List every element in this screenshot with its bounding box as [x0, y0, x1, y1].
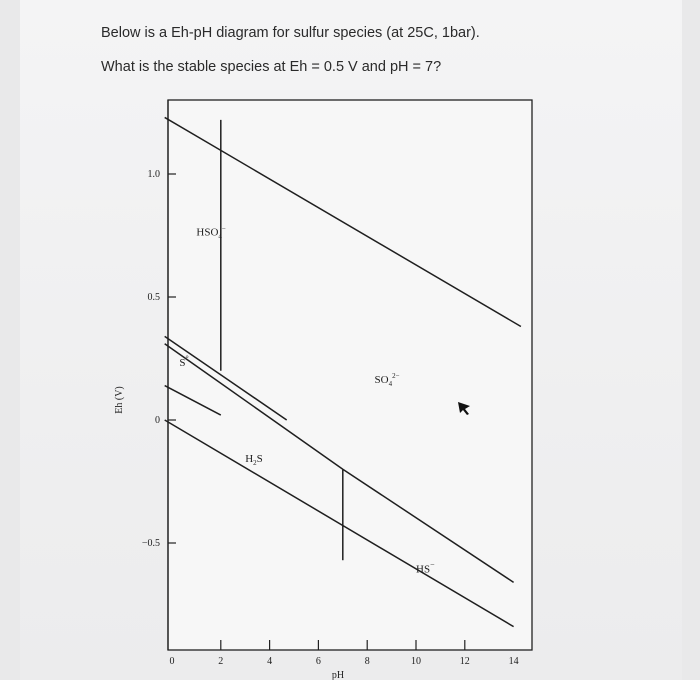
plot-frame: [168, 100, 532, 650]
x-axis-label: pH: [331, 670, 345, 680]
y-tick-label: −0.5: [141, 538, 160, 549]
y-tick-label: 0.5: [147, 292, 160, 303]
region-label: S°: [179, 353, 189, 369]
region-label: $SO_4^{2-}$: [374, 372, 400, 389]
y-tick-label: 0: [155, 415, 160, 426]
x-tick-label: 10: [411, 656, 421, 667]
x-tick-label: 6: [315, 656, 321, 667]
x-tick-label: 4: [267, 656, 273, 667]
x-tick-label: 14: [508, 656, 519, 667]
y-axis-label: Eh (V): [114, 386, 125, 414]
region-label: HS−: [416, 560, 435, 576]
x-tick-label: 2: [218, 656, 224, 667]
y-tick-label: 1.0: [147, 169, 160, 180]
question-line-2: What is the stable species at Eh = 0.5 V and pH = 7?: [101, 59, 442, 75]
region-label: $H_2S$: [245, 452, 263, 467]
question-line-1: Below is a Eh-pH diagram for sulfur species (at 25C, 1bar).: [101, 25, 480, 41]
x-tick-label: 8: [364, 656, 370, 667]
x-tick-label: 12: [459, 656, 470, 667]
x-tick-label: 0: [169, 656, 175, 667]
region-label: $HSO_4^-$: [196, 224, 226, 241]
